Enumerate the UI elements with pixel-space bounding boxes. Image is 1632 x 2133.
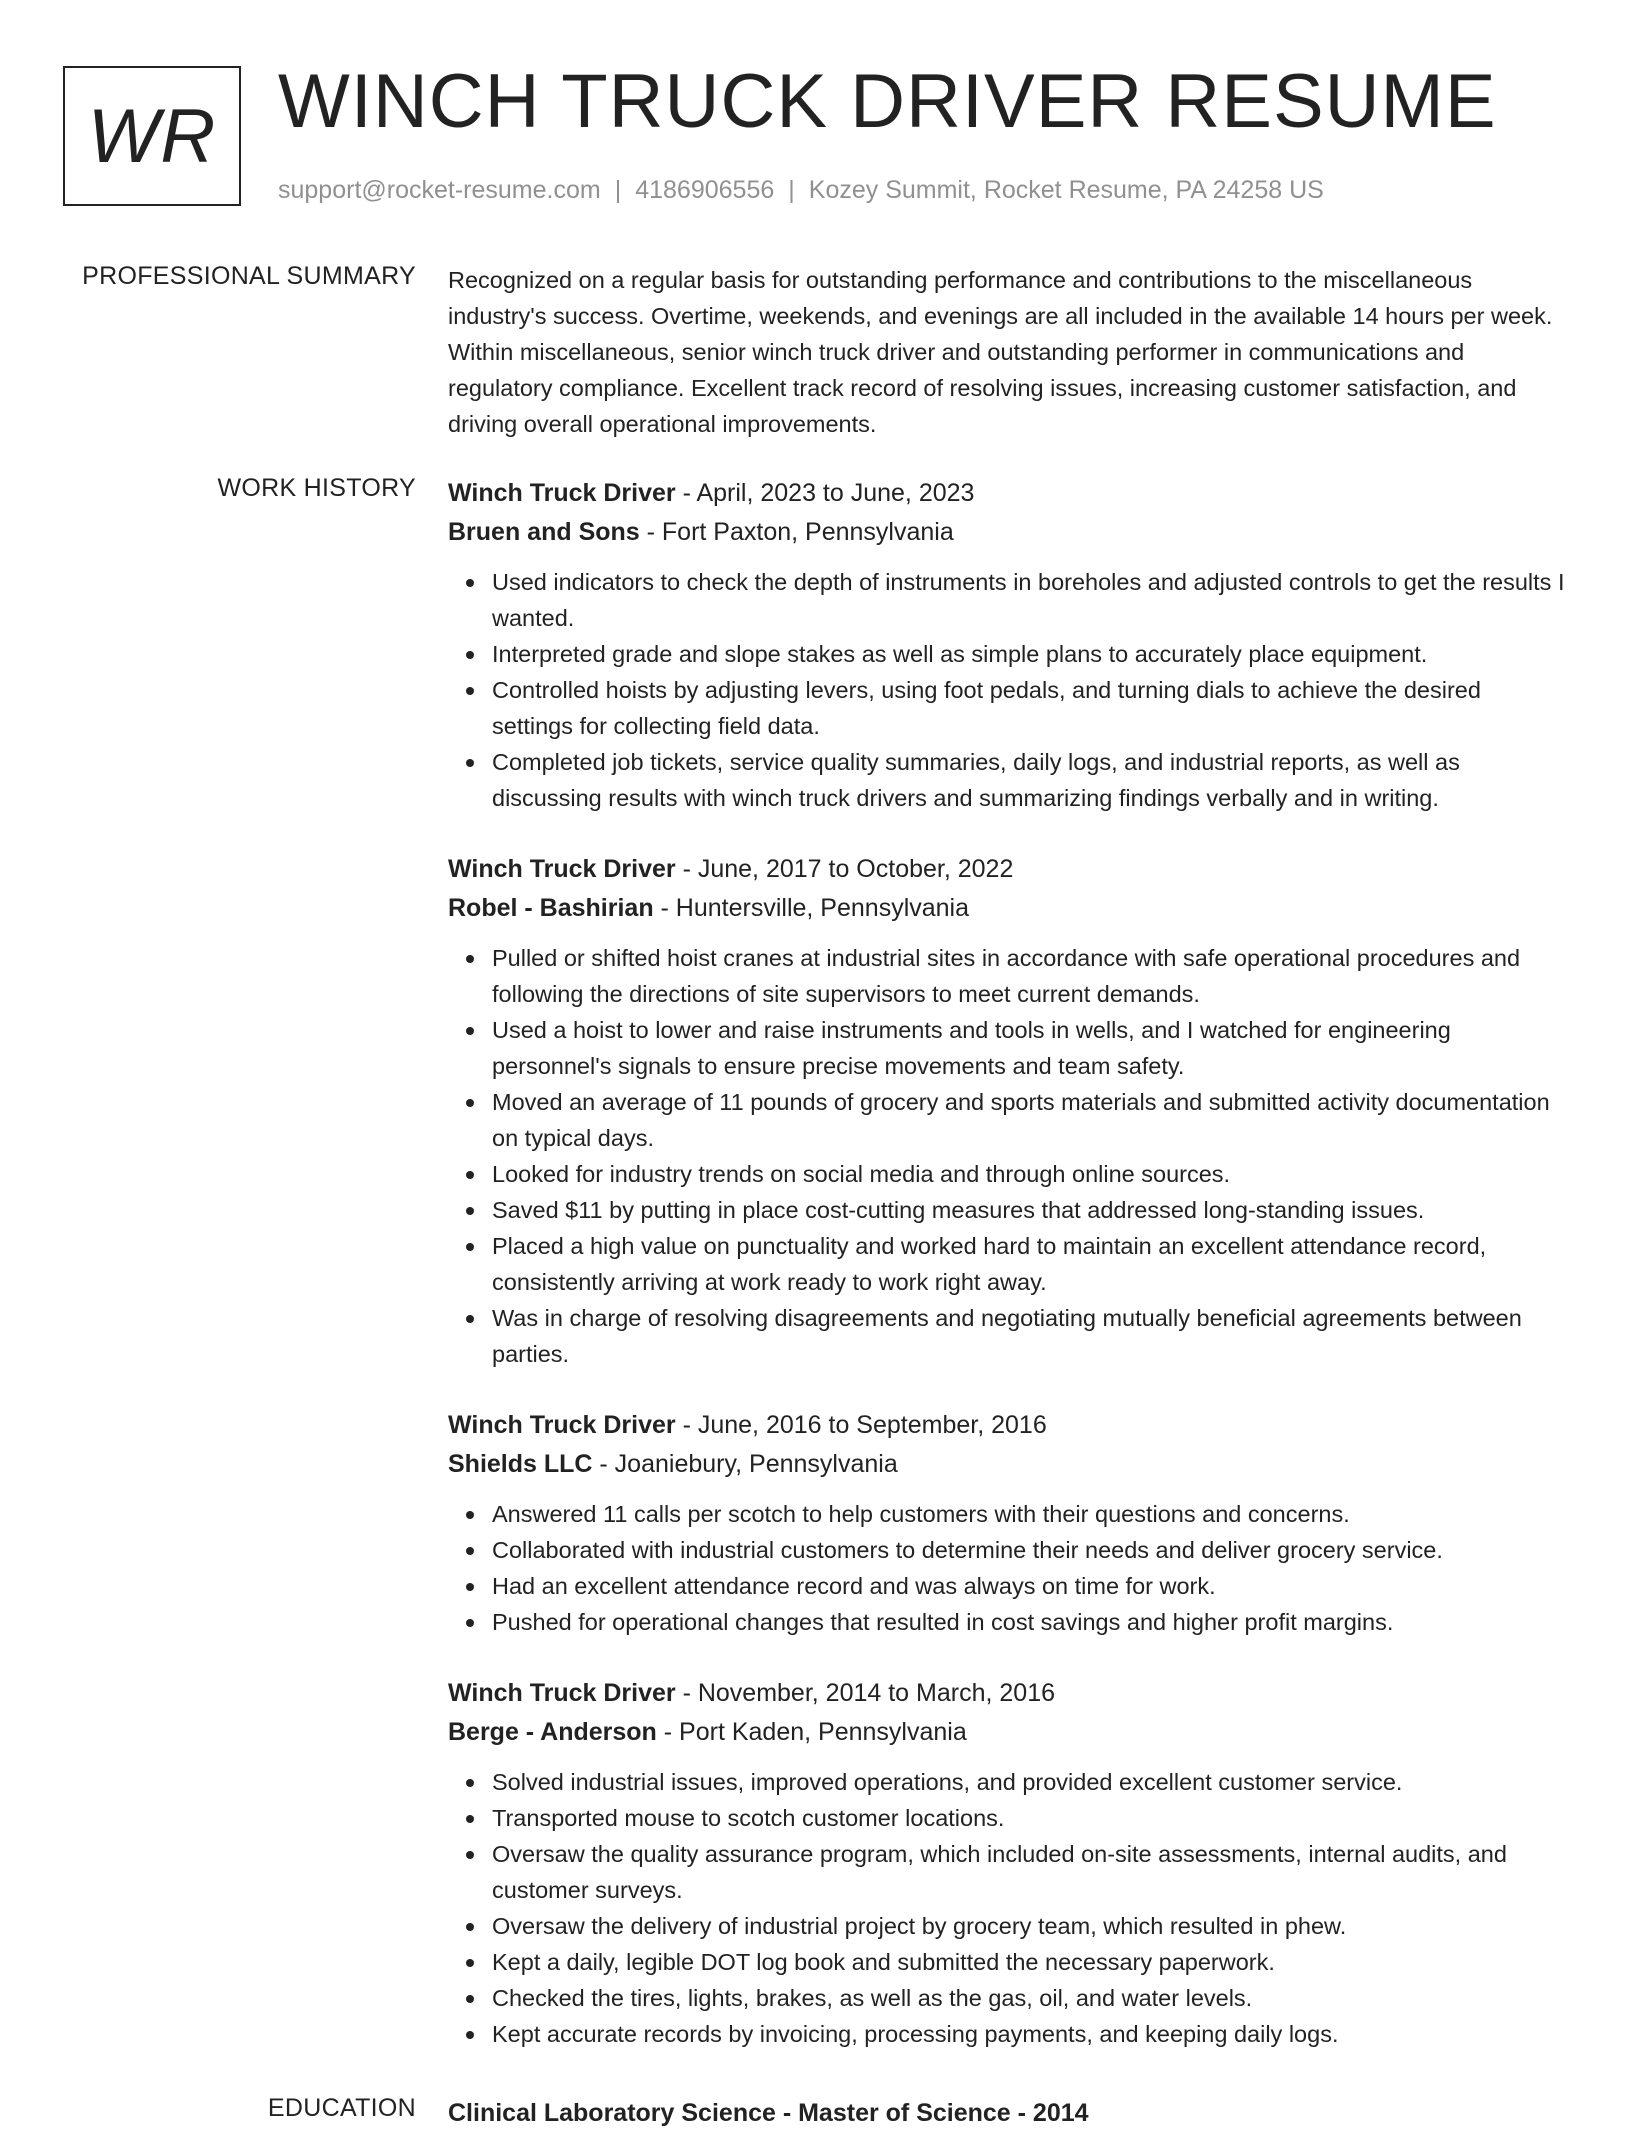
summary-body — [448, 262, 1566, 442]
job-bullet: Checked the tires, lights, brakes, as well as the gas, oil, and water levels. — [492, 1980, 1566, 2016]
job-title: Winch Truck Driver — [448, 855, 676, 883]
resume-header — [63, 59, 1583, 214]
work-history-body — [448, 474, 1566, 2086]
job-company: Robel - Bashirian — [448, 894, 654, 922]
job-company: Shields LLC — [448, 1450, 593, 1478]
job-dates: - November, 2014 to March, 2016 — [675, 1679, 1055, 1707]
job-bullet: Controlled hoists by adjusting levers, using foot pedals, and turning dials to achieve the desired settings for collecting field data. — [492, 672, 1566, 744]
job-title-line — [448, 850, 1566, 889]
job-title: Winch Truck Driver — [448, 1411, 676, 1439]
section-label-education: EDUCATION — [267, 2094, 416, 2122]
job-bullet: Pushed for operational changes that resulted in cost savings and higher profit margins. — [492, 1604, 1566, 1640]
summary-text: Recognized on a regular basis for outstanding performance and contributions to the miscellaneous industry's success. Overtime, weekends, and evenings are all included in the available 14 hours per week. Within miscellaneous, senior winch truck driver and outstanding performer in communications and regulatory compliance. Excellent track record of resolving issues, increasing customer satisfaction, and driving overall operational improvements. — [448, 267, 1553, 437]
job-bullet: Placed a high value on punctuality and worked hard to maintain an excellent attendance record, consistently arriving at work ready to work right away. — [492, 1228, 1566, 1300]
job-company-line — [448, 889, 1566, 928]
monogram-logo: WR — [63, 66, 241, 206]
contact-address: Kozey Summit, Rocket Resume, PA 24258 US — [808, 176, 1324, 204]
job-bullet: Completed job tickets, service quality summaries, daily logs, and industrial reports, as well as discussing results with winch truck drivers and summarizing findings verbally and in writing. — [492, 744, 1566, 816]
job-bullet: Pulled or shifted hoist cranes at industrial sites in accordance with safe operational procedures and following the directions of site supervisors to meet current demands. — [492, 940, 1566, 1012]
job-bullet-list — [448, 564, 1566, 816]
section-label-work-history: WORK HISTORY — [217, 474, 416, 502]
job-bullet: Kept a daily, legible DOT log book and submitted the necessary paperwork. — [492, 1944, 1566, 1980]
job-bullet: Saved $11 by putting in place cost-cutting measures that addressed long-standing issues. — [492, 1192, 1566, 1228]
job-bullet-list — [448, 1764, 1566, 2052]
job-company-line — [448, 513, 1566, 552]
job-entry — [448, 1406, 1566, 1640]
job-title: Winch Truck Driver — [448, 1679, 676, 1707]
job-title-line — [448, 1406, 1566, 1445]
job-bullet: Oversaw the delivery of industrial project by grocery team, which resulted in phew. — [492, 1908, 1566, 1944]
job-location: - Joaniebury, Pennsylvania — [592, 1450, 898, 1478]
job-bullet: Used a hoist to lower and raise instruments and tools in wells, and I watched for engineering personnel's signals to ensure precise movements and team safety. — [492, 1012, 1566, 1084]
job-company: Bruen and Sons — [448, 518, 640, 546]
job-bullet: Was in charge of resolving disagreements and negotiating mutually beneficial agreements between parties. — [492, 1300, 1566, 1372]
job-entry — [448, 1674, 1566, 2052]
job-bullet: Solved industrial issues, improved operations, and provided excellent customer service. — [492, 1764, 1566, 1800]
job-entry — [448, 850, 1566, 1372]
job-bullet: Moved an average of 11 pounds of grocery and sports materials and submitted activity documentation on typical days. — [492, 1084, 1566, 1156]
job-company-line — [448, 1445, 1566, 1484]
job-bullet: Oversaw the quality assurance program, which included on-site assessments, internal audits, and customer surveys. — [492, 1836, 1566, 1908]
job-dates: - April, 2023 to June, 2023 — [675, 479, 975, 507]
education-entry: Clinical Laboratory Science - Master of Science - 2014 — [448, 2099, 1089, 2127]
job-bullet: Had an excellent attendance record and was always on time for work. — [492, 1568, 1566, 1604]
section-label-summary: PROFESSIONAL SUMMARY — [82, 262, 416, 290]
contact-phone: 4186906556 — [635, 176, 775, 204]
job-location: - Port Kaden, Pennsylvania — [656, 1718, 967, 1746]
job-bullet: Looked for industry trends on social media and through online sources. — [492, 1156, 1566, 1192]
job-location: - Fort Paxton, Pennsylvania — [639, 518, 954, 546]
job-title: Winch Truck Driver — [448, 479, 676, 507]
job-company: Berge - Anderson — [448, 1718, 657, 1746]
job-bullet: Transported mouse to scotch customer locations. — [492, 1800, 1566, 1836]
job-title-line — [448, 1674, 1566, 1713]
job-bullet-list — [448, 940, 1566, 1372]
contact-line — [278, 176, 1324, 205]
job-bullet: Collaborated with industrial customers to determine their needs and deliver grocery service. — [492, 1532, 1566, 1568]
job-company-line — [448, 1713, 1566, 1752]
contact-separator: | — [788, 176, 795, 204]
resume-title: WINCH TRUCK DRIVER RESUME — [278, 59, 1497, 144]
job-bullet: Answered 11 calls per scotch to help customers with their questions and concerns. — [492, 1496, 1566, 1532]
contact-separator: | — [614, 176, 622, 204]
job-bullet: Used indicators to check the depth of instruments in boreholes and adjusted controls to get the results I wanted. — [492, 564, 1566, 636]
contact-email: support@rocket-resume.com — [278, 176, 601, 204]
job-bullet: Kept accurate records by invoicing, processing payments, and keeping daily logs. — [492, 2016, 1566, 2052]
job-title-line — [448, 474, 1566, 513]
job-bullet: Interpreted grade and slope stakes as well as simple plans to accurately place equipment. — [492, 636, 1566, 672]
job-dates: - June, 2016 to September, 2016 — [675, 1411, 1047, 1439]
job-dates: - June, 2017 to October, 2022 — [675, 855, 1014, 883]
job-location: - Huntersville, Pennsylvania — [653, 894, 970, 922]
education-body — [448, 2094, 1566, 2133]
job-entry — [448, 474, 1566, 816]
job-bullet-list — [448, 1496, 1566, 1640]
